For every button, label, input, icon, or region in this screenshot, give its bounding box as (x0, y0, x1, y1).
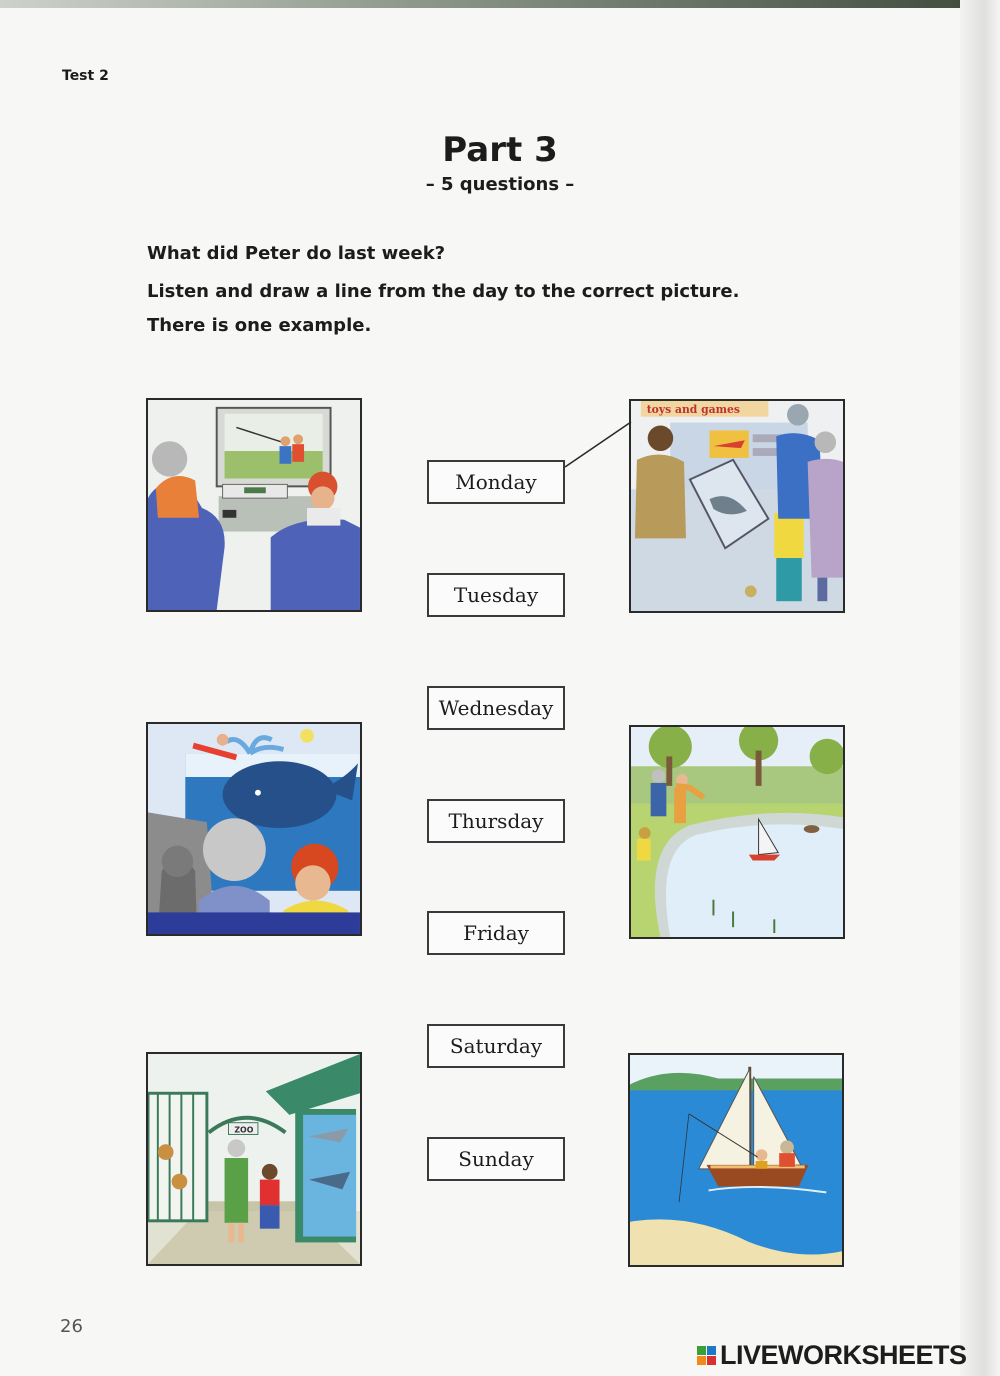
day-box-tuesday[interactable]: Tuesday (427, 573, 565, 617)
day-box-sunday[interactable]: Sunday (427, 1137, 565, 1181)
liveworksheets-icon (697, 1346, 716, 1365)
day-box-saturday[interactable]: Saturday (427, 1024, 565, 1068)
whale-show-illustration (148, 724, 360, 934)
liveworksheets-brand-text: LIVEWORKSHEETS (720, 1340, 967, 1370)
picture-sailing[interactable] (628, 1053, 844, 1267)
day-box-friday[interactable]: Friday (427, 911, 565, 955)
instruction-task: Listen and draw a line from the day to the correct picture. (147, 281, 740, 302)
tv-fishing-illustration (148, 400, 360, 610)
instruction-example-note: There is one example. (147, 315, 372, 336)
zoo-illustration (148, 1054, 360, 1264)
toy-shop-illustration (631, 401, 843, 611)
picture-park-pond[interactable] (629, 725, 845, 939)
picture-whale-show[interactable] (146, 722, 362, 936)
part-title: Part 3 (442, 130, 558, 170)
picture-toy-shop[interactable] (629, 399, 845, 613)
book-spine-shadow (960, 0, 1000, 1376)
picture-zoo[interactable] (146, 1052, 362, 1266)
day-box-monday[interactable]: Monday (427, 460, 565, 504)
day-box-wednesday[interactable]: Wednesday (427, 686, 565, 730)
test-label: Test 2 (62, 68, 109, 84)
liveworksheets-logo[interactable] (697, 1340, 967, 1371)
page-top-band (0, 0, 1000, 8)
page-number: 26 (60, 1316, 83, 1337)
instruction-question: What did Peter do last week? (147, 243, 446, 264)
sailing-illustration (630, 1055, 842, 1265)
picture-tv-fishing[interactable] (146, 398, 362, 612)
toy-shop-sign: toys and games (646, 402, 740, 416)
day-box-thursday[interactable]: Thursday (427, 799, 565, 843)
park-pond-illustration (631, 727, 843, 937)
part-subtitle: – 5 questions – (425, 174, 575, 195)
zoo-sign: ZOO (234, 1125, 254, 1135)
